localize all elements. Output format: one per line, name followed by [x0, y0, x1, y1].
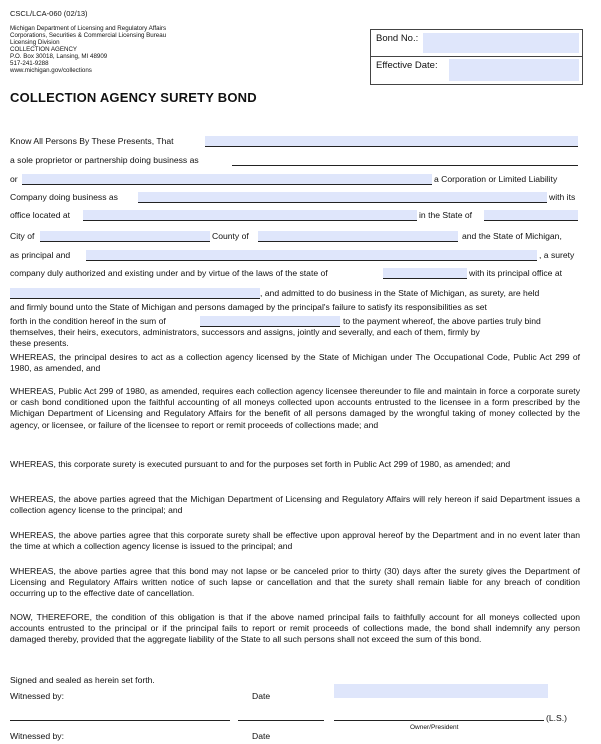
bond-info-box — [370, 29, 583, 85]
principal-office-label: with its principal office at — [469, 268, 562, 278]
signed-sealed-text: Signed and sealed as herein set forth. — [10, 675, 155, 685]
agency-line: Licensing Division — [10, 39, 60, 46]
form-number: CSCL/LCA-060 (02/13) — [10, 9, 88, 18]
box-divider — [371, 56, 582, 57]
or-label: or — [10, 174, 18, 184]
principal-name-field[interactable] — [205, 136, 578, 147]
county-label: County of — [212, 231, 249, 241]
city-field[interactable] — [40, 231, 210, 242]
with-its-label: with its — [549, 192, 576, 202]
effective-date-field[interactable] — [449, 59, 579, 81]
now-therefore-paragraph: NOW, THEREFORE, the condition of this obligation is that if the above named principal fails to faithfully account for all moneys collected upon accounts entrusted to the principal or if the principal fails to report or remit proceeds of collections made, the bond shall indemnify any person damaged thereby, provided that the aggregate liability of the State to all such persons shall not exceed the sum of this bond. — [10, 612, 580, 645]
county-field[interactable] — [258, 231, 458, 242]
agency-address — [10, 25, 166, 74]
whereas-paragraph: WHEREAS, the principal desires to act as a collection agency licensed by the State of Michigan under The Occupational Code, Public Act 299 of 1980, as amended, and — [10, 352, 580, 374]
know-all-label: Know All Persons By These Presents, That — [10, 136, 174, 146]
owner-signature-line[interactable] — [334, 712, 544, 721]
heirs-text: themselves, their heirs, executors, administrators, successors and assigns, jointly and severally, and each of them, firmly by — [10, 327, 480, 337]
principal-and-label: as principal and — [10, 250, 71, 260]
office-address-field[interactable] — [83, 210, 417, 221]
whereas-paragraph: WHEREAS, the above parties agree that this bond may not lapse or be canceled prior to thirty (30) days after the surety gives the Department of Licensing and Regulatory Affairs written notice of such lapse or cancellation and that the surety shall remain liable for any breach of condition occurring up to the effective date of cancellation. — [10, 566, 580, 599]
date-label-2: Date — [252, 731, 271, 741]
surety-name-field[interactable] — [86, 250, 537, 261]
agency-line: www.michigan.gov/collections — [10, 67, 92, 74]
in-state-label: in the State of — [419, 210, 473, 220]
owner-president-label: Owner/President — [410, 724, 459, 731]
whereas-paragraph: WHEREAS, the above parties agree that this corporate surety shall be effective upon approval hereof by the Department and in no event later than the time at which a collection agency license is issued to the principal; and — [10, 530, 580, 552]
effective-date-label: Effective Date: — [376, 60, 438, 71]
whereas-paragraph: WHEREAS, Public Act 299 of 1980, as amended, requires each collection agency licensee thereunder to file and maintain in force a corporate surety or cash bond conditioned upon the faithful accounting of all moneys collected upon accounts entrusted to the licensee in a form prescribed by the Michigan Department of Licensing and Regulatory Affairs for the benefit of all persons damaged by the wrongful taking of money collected by the agency, or licensee, or failure of the licensee to report or remit proceeds of collections made; and — [10, 386, 580, 430]
bound-text: and firmly bound unto the State of Michigan and persons damaged by the principal's failure to satisfy its responsibilities as set — [10, 302, 487, 312]
agency-line: Michigan Department of Licensing and Regulatory Affairs — [10, 25, 167, 32]
ls-label: (L.S.) — [546, 713, 568, 723]
admitted-text: , and admitted to do business in the State of Michigan, as surety, are held — [260, 288, 540, 298]
corporation-name-field[interactable] — [22, 174, 432, 185]
witnessed-by-label: Witnessed by: — [10, 691, 64, 701]
company-auth-label: company duly authorized and existing under and by virtue of the laws of the state of — [10, 268, 328, 278]
sole-prop-dba-field[interactable] — [232, 155, 578, 166]
office-label: office located at — [10, 210, 71, 220]
a-surety-label: , a surety — [539, 250, 575, 260]
state-mi-label: and the State of Michigan, — [462, 231, 562, 241]
witness-date-line[interactable] — [238, 712, 324, 721]
witnessed-by-label-2: Witnessed by: — [10, 731, 64, 741]
date-label: Date — [252, 691, 271, 701]
sole-prop-label: a sole proprietor or partnership doing business as — [10, 155, 199, 165]
witness-signature-line[interactable] — [10, 712, 230, 721]
page-title: COLLECTION AGENCY SURETY BOND — [10, 90, 257, 105]
agency-line: Corporations, Securities & Commercial Licensing Bureau — [10, 32, 167, 39]
forth-label: forth in the condition hereof in the sum of — [10, 316, 166, 326]
surety-office-field[interactable] — [10, 288, 260, 299]
city-label: City of — [10, 231, 35, 241]
whereas-paragraph: WHEREAS, this corporate surety is executed pursuant to and for the purposes set forth in Public Act 299 of 1980, as amended; and — [10, 459, 511, 469]
agency-line: P.O. Box 30018, Lansing, MI 48909 — [10, 53, 108, 60]
company-dba-label: Company doing business as — [10, 192, 118, 202]
agency-line: COLLECTION AGENCY — [10, 46, 78, 53]
company-dba-field[interactable] — [138, 192, 547, 203]
surety-state-field[interactable] — [383, 268, 467, 279]
owner-name-field[interactable] — [334, 684, 548, 698]
corp-llc-label: a Corporation or Limited Liability — [434, 174, 558, 184]
whereas-paragraph: WHEREAS, the above parties agreed that the Michigan Department of Licensing and Regulatory Affairs will rely hereon if said Department issues a collection agency license to the principal; and — [10, 494, 580, 516]
payment-text: to the payment whereof, the above parties truly bind — [343, 316, 541, 326]
state-field[interactable] — [484, 210, 578, 221]
presents-text: these presents. — [10, 338, 69, 348]
bond-no-field[interactable] — [423, 33, 579, 53]
bond-no-label: Bond No.: — [376, 33, 419, 44]
bond-amount-field[interactable] — [200, 316, 340, 327]
agency-line: 517-241-9288 — [10, 60, 49, 67]
